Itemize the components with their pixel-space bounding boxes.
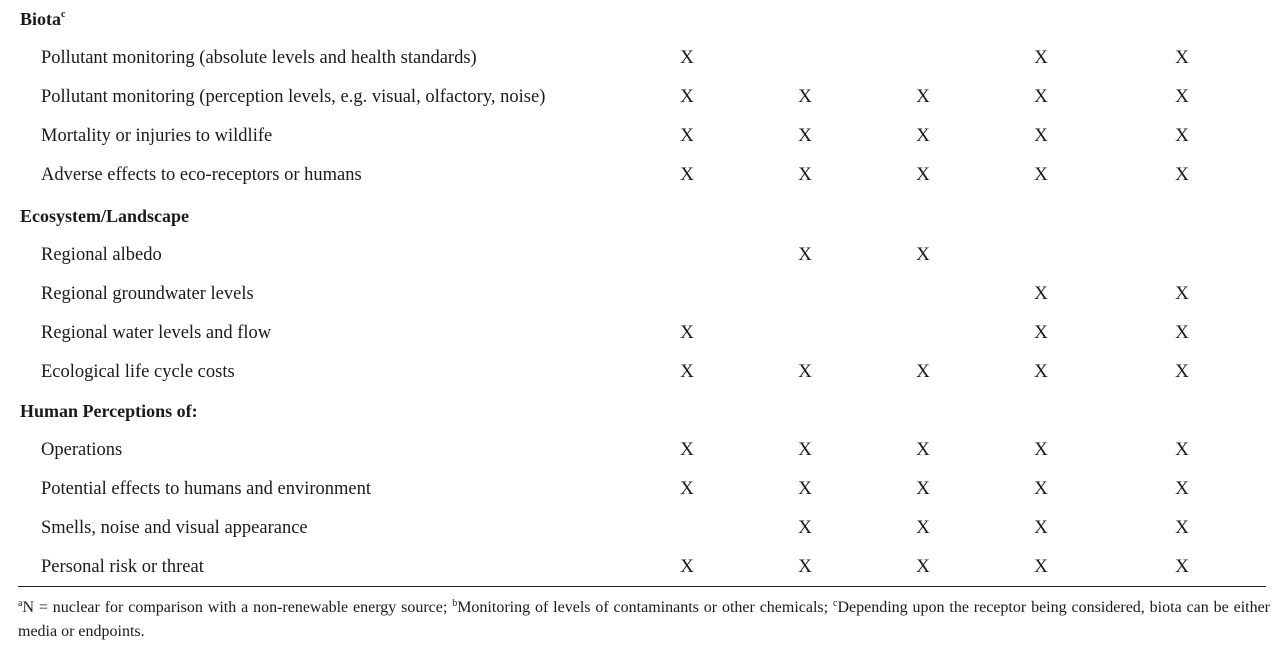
table-row bbox=[0, 357, 1284, 387]
row-label: Pollutant monitoring (perception levels, e.g. visual, olfactory, noise) bbox=[41, 87, 546, 107]
table-row bbox=[0, 82, 1284, 112]
row-label: Personal risk or threat bbox=[41, 557, 204, 577]
table-row bbox=[0, 43, 1284, 73]
cell-mark: X bbox=[1175, 556, 1189, 577]
section-title-text: Ecosystem/Landscape bbox=[20, 206, 190, 226]
row-label: Adverse effects to eco-receptors or humans bbox=[41, 165, 362, 185]
cell-mark: X bbox=[1175, 164, 1189, 185]
cell-mark: X bbox=[680, 164, 694, 185]
cell-mark: X bbox=[680, 125, 694, 146]
section-header bbox=[0, 396, 1284, 426]
cell-mark: X bbox=[798, 244, 812, 265]
cell-mark: X bbox=[1034, 86, 1048, 107]
table-row bbox=[0, 552, 1284, 582]
cell-mark: X bbox=[1034, 164, 1048, 185]
table-footnote bbox=[18, 596, 1270, 644]
cell-mark: X bbox=[916, 125, 930, 146]
table-row bbox=[0, 474, 1284, 504]
cell-mark: X bbox=[1175, 517, 1189, 538]
row-label: Regional groundwater levels bbox=[41, 284, 254, 304]
cell-mark: X bbox=[798, 478, 812, 499]
footnote-marker: b bbox=[452, 598, 458, 609]
footnote-text: Depending upon the receptor being considered, biota can be either media or endpoints. bbox=[18, 599, 1271, 640]
cell-mark: X bbox=[680, 556, 694, 577]
row-label: Regional albedo bbox=[41, 245, 162, 265]
row-label: Operations bbox=[41, 440, 123, 460]
cell-mark: X bbox=[1034, 556, 1048, 577]
cell-mark: X bbox=[1034, 517, 1048, 538]
cell-mark: X bbox=[798, 361, 812, 382]
row-label: Potential effects to humans and environment bbox=[41, 479, 372, 499]
cell-mark: X bbox=[1034, 283, 1048, 304]
row-label: Pollutant monitoring (absolute levels and health standards) bbox=[41, 48, 477, 68]
cell-mark: X bbox=[1175, 439, 1189, 460]
cell-mark: X bbox=[916, 478, 930, 499]
cell-mark: X bbox=[916, 439, 930, 460]
section-title bbox=[20, 396, 198, 426]
cell-mark: X bbox=[916, 86, 930, 107]
cell-mark: X bbox=[680, 322, 694, 343]
table-bottom-rule bbox=[18, 586, 1266, 587]
table-row bbox=[0, 279, 1284, 309]
cell-mark: X bbox=[798, 517, 812, 538]
cell-mark: X bbox=[1034, 125, 1048, 146]
cell-mark: X bbox=[916, 164, 930, 185]
cell-mark: X bbox=[680, 86, 694, 107]
table-row bbox=[0, 318, 1284, 348]
row-label: Smells, noise and visual appearance bbox=[41, 518, 308, 538]
cell-mark: X bbox=[1175, 322, 1189, 343]
cell-mark: X bbox=[916, 517, 930, 538]
cell-mark: X bbox=[1034, 47, 1048, 68]
section-title bbox=[20, 4, 65, 34]
row-label: Ecological life cycle costs bbox=[41, 362, 235, 382]
cell-mark: X bbox=[680, 47, 694, 68]
footnote-text: Monitoring of levels of contaminants or other chemicals; bbox=[457, 599, 833, 616]
cell-mark: X bbox=[1175, 86, 1189, 107]
cell-mark: X bbox=[680, 361, 694, 382]
section-title bbox=[20, 201, 189, 231]
cell-mark: X bbox=[1034, 478, 1048, 499]
footnote-text: N = nuclear for comparison with a non-renewable energy source; bbox=[22, 599, 453, 616]
table-row bbox=[0, 121, 1284, 151]
section-title-text: Human Perceptions of: bbox=[20, 401, 198, 421]
cell-mark: X bbox=[1175, 125, 1189, 146]
cell-mark: X bbox=[916, 361, 930, 382]
section-title-text: Biota bbox=[20, 9, 62, 29]
cell-mark: X bbox=[798, 164, 812, 185]
table-row bbox=[0, 160, 1284, 190]
row-label: Regional water levels and flow bbox=[41, 323, 272, 343]
cell-mark: X bbox=[680, 478, 694, 499]
cell-mark: X bbox=[1034, 361, 1048, 382]
row-label: Mortality or injuries to wildlife bbox=[41, 126, 273, 146]
section-header bbox=[0, 201, 1284, 231]
section-header bbox=[0, 4, 1284, 34]
table-row bbox=[0, 240, 1284, 270]
table-row bbox=[0, 435, 1284, 465]
footnote-marker: c bbox=[832, 598, 838, 609]
cell-mark: X bbox=[798, 556, 812, 577]
cell-mark: X bbox=[1034, 439, 1048, 460]
cell-mark: X bbox=[1034, 322, 1048, 343]
cell-mark: X bbox=[680, 439, 694, 460]
footnote-marker: a bbox=[18, 598, 23, 609]
cell-mark: X bbox=[798, 439, 812, 460]
cell-mark: X bbox=[798, 86, 812, 107]
cell-mark: X bbox=[1175, 47, 1189, 68]
section-title-footnote-marker: c bbox=[61, 9, 66, 20]
cell-mark: X bbox=[1175, 361, 1189, 382]
table-row bbox=[0, 513, 1284, 543]
cell-mark: X bbox=[1175, 478, 1189, 499]
cell-mark: X bbox=[916, 556, 930, 577]
cell-mark: X bbox=[916, 244, 930, 265]
cell-mark: X bbox=[1175, 283, 1189, 304]
cell-mark: X bbox=[798, 125, 812, 146]
